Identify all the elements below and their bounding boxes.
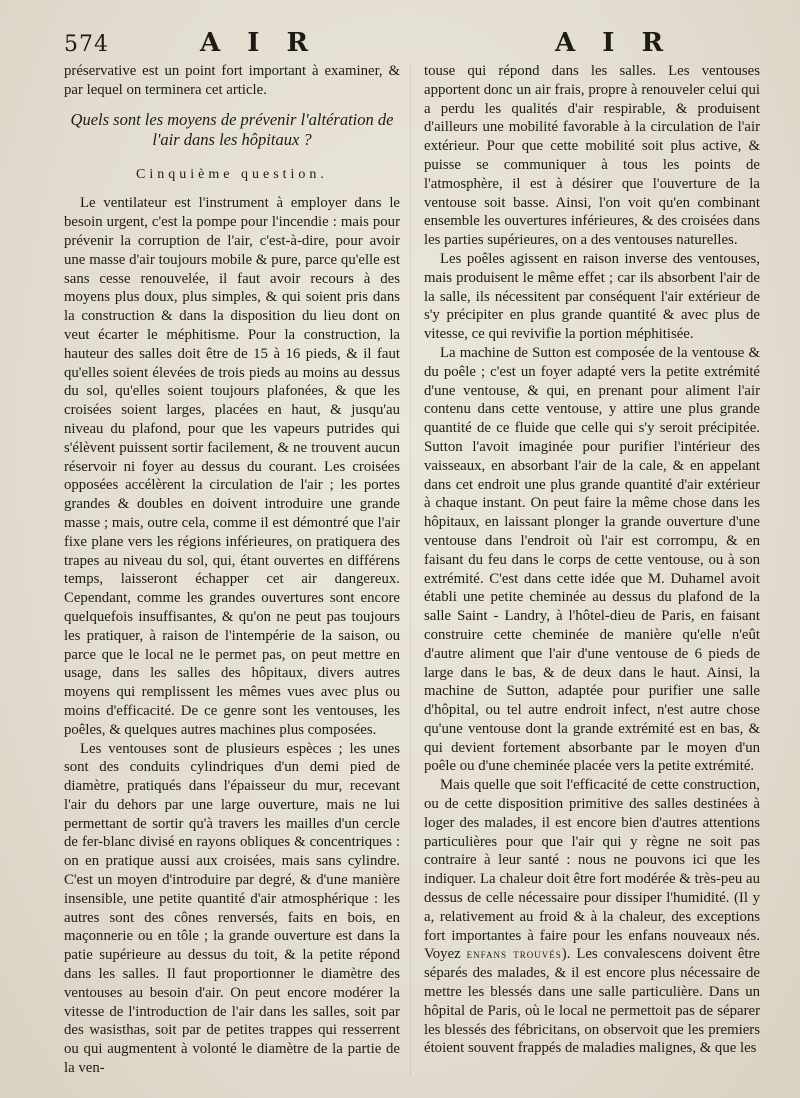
paragraph: préservative est un point fort important à examiner, & par lequel on terminera cet article. bbox=[64, 63, 400, 98]
paragraph: Les poêles agissent en raison inverse des ventouses, mais produisent le même effet ; car ils absorbent l'air de la salle, ils nécessitent par conséquent l'air extérieur de s'y précipiter en plus grande quantité & avec plus de vitesse, ce qui revivifie la portion méphitisée. bbox=[424, 250, 760, 343]
paragraph-text: Mais quelle que soit l'efficacité de cette construction, ou de cette disposition primitive des salles destinées à loger des malades, il est encore bien d'autres attentions particulières pour que l'air qui y règne ne soit pas contraire à leur santé : nous ne pouvons ici que les indiquer. La chaleur doit être fort modérée & très-peu au dessus de celle nécessaire pour dissiper l'humidité. (Il y a, relativement au froid & à la chaleur, des exceptions fort importantes à faire pour les enfans nouveaux nés. Voyez bbox=[424, 777, 760, 963]
paragraph: Les ventouses sont de plusieurs espèces ; les unes sont des conduits cylindriques d'un demi pied de diamètre, pratiqués dans l'épaisseur du mur, recevant l'air du dehors par une large ouverture, mais ne lui permettant de sortir qu'à travers les mailles d'un cercle de fer-blanc divisé en rayons obliques & concentriques : on en pratique aussi aux croisées, mais sans cylindre. C'est un moyen d'introduire par degré, & d'une manière insensible, une petite quantité d'air atmosphérique : les autres sont des cônes renversés, faits en bois, en maçonnerie ou en tôle ; la grande ouverture est dans la patie supérieure au dessus du toit, & la petite répond dans les salles. Il faut proportionner le diamètre des ventouses au besoin d'air. On peut encore modérer la vitesse de l'introduction de l'air dans les salles, soit par des wasisthas, soit par de petites trappes qui resserrent ou qui augmentent à volonté le diamètre de la partie de la ven- bbox=[64, 740, 400, 1077]
running-header bbox=[0, 26, 800, 66]
paragraph: La machine de Sutton est composée de la ventouse & du poêle ; c'est un foyer adapté vers la petite extrémité d'une ventouse, & qui, en prenant pour aliment l'air contenu dans cette ventouse, y attire une plus grande quantité de ce fluide que celle qui s'y seroit précipitée. Sutton l'avoit imaginée pour purifier l'intérieur des vaisseaux, en absorbant l'air de la cale, & en appelant dans cet endroit une plus grande quantité d'air extérieur à chaque instant. On peut faire la même chose dans les hôpitaux, en laissant plonger la grande ouverture d'une ventouse dans l'endroit où l'air est corrompu, & en faisant du feu dans le corps de cette ventouse, ou à son extrémité. C'est dans cette idée que M. Duhamel avoit établi une petite cheminée au dessus du plafond de la salle Saint - Landry, à l'hôtel-dieu de Paris, en faisant construire cette cheminée de manière qu'elle n'eût d'autre aliment que l'air d'une ventouse de 6 pieds de large dans le bas, & de deux dans le haut. Ainsi, la machine de Sutton, adaptée pour purifier une salle d'hôpital, ou tel autre endroit infect, n'est autre chose qu'une ventouse dont la grande extrémité est en bas, & qui devient fortement absorbante par le moyen d'un poêle ou d'une cheminée placée vers la petite extrémité. bbox=[424, 344, 760, 775]
left-column bbox=[64, 62, 400, 1078]
paragraph: touse qui répond dans les salles. Les ventouses apportent donc un air frais, propre à renouveler celui qui a perdu les qualités d'air respirable, & produisent d'ailleurs une mobilité favorable à la circulation de l'air extérieur. Pour que cette mobilité soit plus active, & puisse se communiquer à tous les points de l'atmosphère, il est à désirer que l'ouverture de la ventouse soit basse. Ainsi, l'on voit qu'en combinant ensemble les ouvertures inférieures, & des croisées dans les parties supérieures, on a des ventouses naturelles. bbox=[424, 63, 760, 249]
column-gutter bbox=[410, 66, 411, 1076]
cross-reference-link[interactable]: enfans trouvés bbox=[466, 947, 562, 962]
right-column bbox=[424, 62, 760, 1058]
question-title: Quels sont les moyens de prévenir l'altération de l'air dans les hôpitaux ? bbox=[70, 109, 394, 149]
question-heading: Cinquième question. bbox=[136, 166, 328, 182]
running-title-left: A I R bbox=[200, 28, 318, 58]
paragraph: Le ventilateur est l'instrument à employer dans le besoin urgent, c'est la pompe pour l'incendie : mais pour prévenir la corruption de l'air, c'est-à-dire, pour avoir une masse d'air toujours mobile & pure, parce qu'elle est sans cesse renouvelée, il faut avoir recours à des moyens plus doux, plus simples, & qui soient pris dans la construction & dans la disposition du lieu dont on veut écarter le méphitisme. Pour la construction, la hauteur des salles doit être de 15 à 16 pieds, & il faut qu'elles soient élevées de trois pieds au moins au dessus du sol, qu'elles soient toujours plafonées, & que les croisées soient larges, placées en haut, & jusqu'au niveau du plafond, pour que les vapeurs putrides qui s'élèvent puissent sortir facilement, & ne trouvent aucun réservoir ni foyer au dessus du courant. Les croisées opposées accélèrent la circulation de l'air ; les portes grandes & doubles en doivent introduire une grande masse ; mais, outre cela, comme il est démontré que l'air fixe plane vers les régions inférieures, on pratiquera des trapes au niveau du sol, qui, étant ouvertes en différens temps, laisseront échapper cet air dangereux. Cependant, comme les grandes ouvertures sont encore quelquefois insuffisantes, & qu'on ne peut pas toujours les pratiquer, à raison de l'intempérie de la saison, ou parce que le local ne le permet pas, on peut mettre en usage, dans les salles des hôpitaux, divers autres moyens qui remplissent les mêmes vues avec plus ou moins d'efficacité. De ce genre sont les ventouses, les poêles, & quelques autres machines plus composées. bbox=[64, 195, 400, 738]
page-number: 574 bbox=[64, 32, 109, 57]
paragraph-text: ). Les convalescens doivent être séparés des malades, & il est encore plus nécessaire de mettre les blessés dans une salle particulière. Dans un hôpital de Paris, où le local ne permettoit pas de séparer les blessés des fébricitans, on observoit que les premiers étoient souvent frappés de maladies malignes, & que les bbox=[424, 946, 761, 1057]
running-title-right: A I R bbox=[555, 28, 673, 58]
paragraph bbox=[424, 776, 760, 1058]
